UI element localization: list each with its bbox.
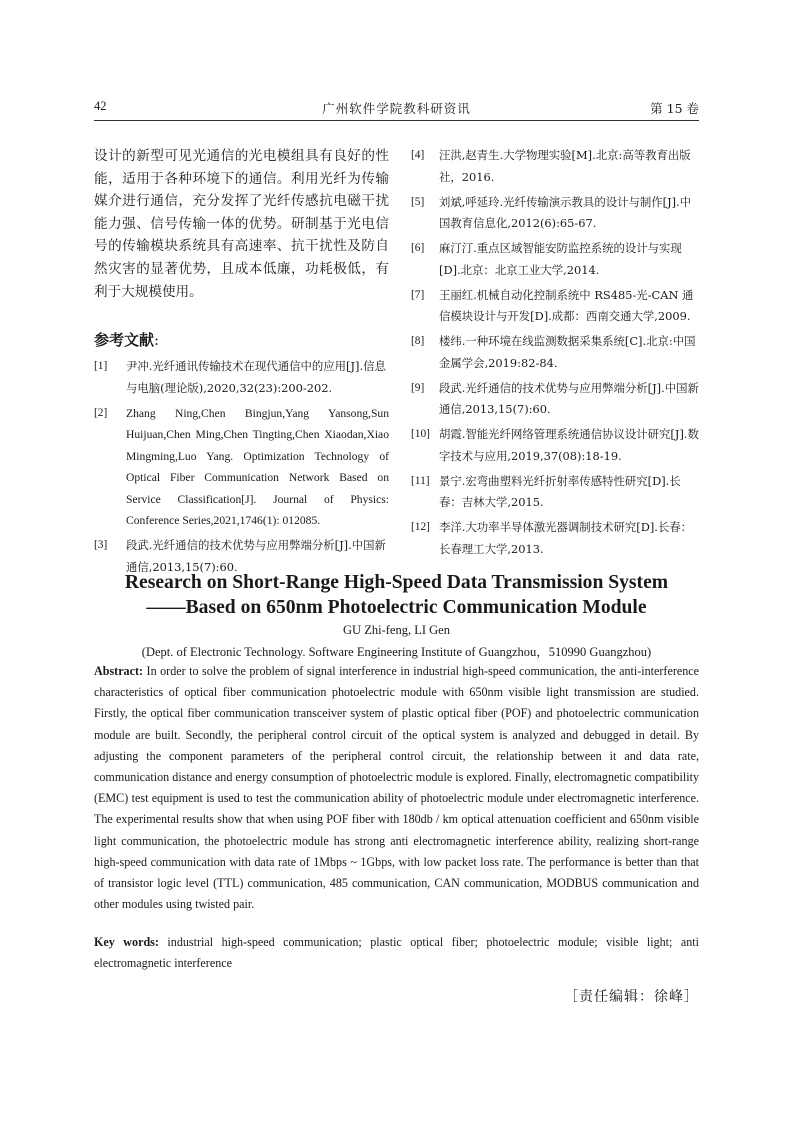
english-title-line2: ——Based on 650nm Photoelectric Communication Module [146, 597, 647, 618]
reference-number: [7] [411, 288, 425, 301]
reference-text: Zhang Ning,Chen Bingjun,Yang Yansong,Sun Huijuan,Chen Ming,Chen Tingting,Chen Xiaodan,Xiao Mingming,Luo Yang. Optimization Technology of Optical Fiber Communication Network Based on Service Classification[J]. Journal of Physics: Conference Series,2021,1746(1): 012085. [126, 406, 389, 528]
references-heading [94, 329, 389, 350]
left-column [94, 145, 389, 582]
keywords-label: Key words: [94, 935, 159, 949]
volume-label: 第 15 卷 [650, 101, 699, 116]
reference-number: [5] [411, 195, 425, 208]
references-heading-text: 参考文献 [94, 331, 155, 350]
reference-number: [12] [411, 521, 430, 533]
english-authors: GU Zhi-feng, LI Gen [343, 623, 450, 637]
reference-list-left-english [94, 403, 389, 532]
reference-item [411, 424, 701, 467]
reference-item [411, 471, 701, 514]
reference-item [411, 285, 701, 328]
reference-text: 景宁.宏弯曲塑料光纤折射率传感特性研究[D].长春：吉林大学,2015. [439, 473, 681, 509]
english-abstract [94, 661, 699, 915]
keywords-text: industrial high-speed communication; plastic optical fiber; photoelectric module; visible light; anti electromagnetic interference [94, 935, 700, 971]
reference-item [411, 145, 701, 188]
page-number: 42 [94, 99, 107, 113]
english-title [94, 570, 699, 620]
reference-item [411, 378, 701, 421]
running-header [94, 99, 699, 119]
reference-text: 汪洪,赵青生.大学物理实验[M].北京:高等教育出版社，2016. [439, 148, 691, 184]
header-rule [94, 120, 699, 121]
english-affiliation: (Dept. of Electronic Technology. Software Engineering Institute of Guangzhou，510990 Guangzhou) [141, 645, 652, 659]
reference-number: [6] [411, 242, 425, 254]
reference-number: [9] [411, 381, 425, 394]
reference-number: [10] [411, 428, 430, 440]
reference-number: [11] [411, 474, 430, 487]
reference-text: 胡霞.智能光纤网络管理系统通信协议设计研究[J].数字技术与应用,2019,37(08):18-19. [439, 427, 699, 463]
reference-text: 段武.光纤通信的技术优势与应用弊端分析[J].中国新通信,2013,15(7):60. [126, 538, 386, 574]
abstract-label: Abstract: [94, 664, 144, 678]
reference-list-left [94, 356, 389, 399]
abstract-text: In order to solve the problem of signal interference in industrial high-speed communication, the anti-interference characteristics of optical fiber communication photoelectric module with 650nm visible light transmission are studied. Firstly, the optical fiber communication transceiver system of plastic optical fiber (POF) and photoelectric communication module are built. Secondly, the peripheral control circuit of the optical system is analyzed and debugged in detail. By adjusting the component parameters of the peripheral control circuit, the relationship between it and data rate, communication distance and energy consumption of photoelectric module is explored. Finally, electromagnetic compatibility (EMC) test equipment is used to test the communication ability of photoelectric module under electromagnetic interference. The experimental results show that when using POF fiber with 180db / km optical attenuation coefficient and 650nm visible light communication, the photoelectric module has strong anti electromagnetic interference ability, realizing short-range high-speed communication with data rate of 1Mbps ~ 1Gbps, with low packet loss rate. The performance is better than that of transistor logic level (TTL) communication, 485 communication, CAN communication, MODBUS communication and other modules using twisted pair. [94, 664, 699, 912]
english-title-line1: Research on Short-Range High-Speed Data Transmission System [124, 572, 669, 593]
reference-text: 尹冲.光纤通讯传输技术在现代通信中的应用[J].信息与电脑(理论版),2020,32(23):200-202. [126, 359, 386, 395]
reference-number: [8] [411, 335, 425, 347]
reference-text: 楼纬.一种环境在线监测数据采集系统[C].北京:中国金属学会,2019:82-84. [439, 334, 696, 370]
english-keywords [94, 932, 699, 974]
references-heading-colon: : [154, 331, 160, 350]
journal-title: 广州软件学院教科研资讯 [322, 101, 471, 116]
reference-item [411, 238, 701, 281]
reference-item [411, 331, 701, 374]
right-column [411, 145, 701, 564]
reference-text: 段武.光纤通信的技术优势与应用弊端分析[J].中国新通信,2013,15(7):60. [439, 380, 699, 416]
conclusion-paragraph: 设计的新型可见光通信的光电模组具有良好的性能，适用于各种环境下的通信。利用光纤为传输媒介进行通信，充分发挥了光纤传感抗电磁干扰能力强、信号传输一体的优势。研制基于光电信号的传输模块系统具有高速率、抗干扰性及防自然灾害的显著优势，且成本低廉，功耗极低，有利于大规模使用。 [94, 148, 389, 300]
reference-text: 麻汀汀.重点区域智能安防监控系统的设计与实现[D].北京：北京工业大学,2014. [439, 241, 682, 277]
editor-note: ［责任编辑：徐峰］ [564, 989, 699, 1005]
reference-item [411, 517, 701, 560]
reference-item [411, 192, 701, 235]
reference-number: [2] [94, 406, 108, 419]
reference-number: [1] [94, 360, 108, 373]
reference-text: 王丽红.机械自动化控制系统中 RS485-光-CAN 通信模块设计与开发[D].成都：西南交通大学,2009. [439, 287, 694, 323]
reference-item [94, 356, 389, 399]
reference-text: 刘斌,呼延玲.光纤传输演示教具的设计与制作[J].中国教育信息化,2012(6):65-67. [439, 194, 692, 230]
reference-number: [4] [411, 149, 425, 161]
reference-number: [3] [94, 539, 108, 552]
reference-list-right [411, 145, 701, 560]
reference-item [94, 403, 389, 532]
reference-text: 李洋.大功率半导体激光器调制技术研究[D].长春：长春理工大学,2013. [439, 520, 693, 556]
